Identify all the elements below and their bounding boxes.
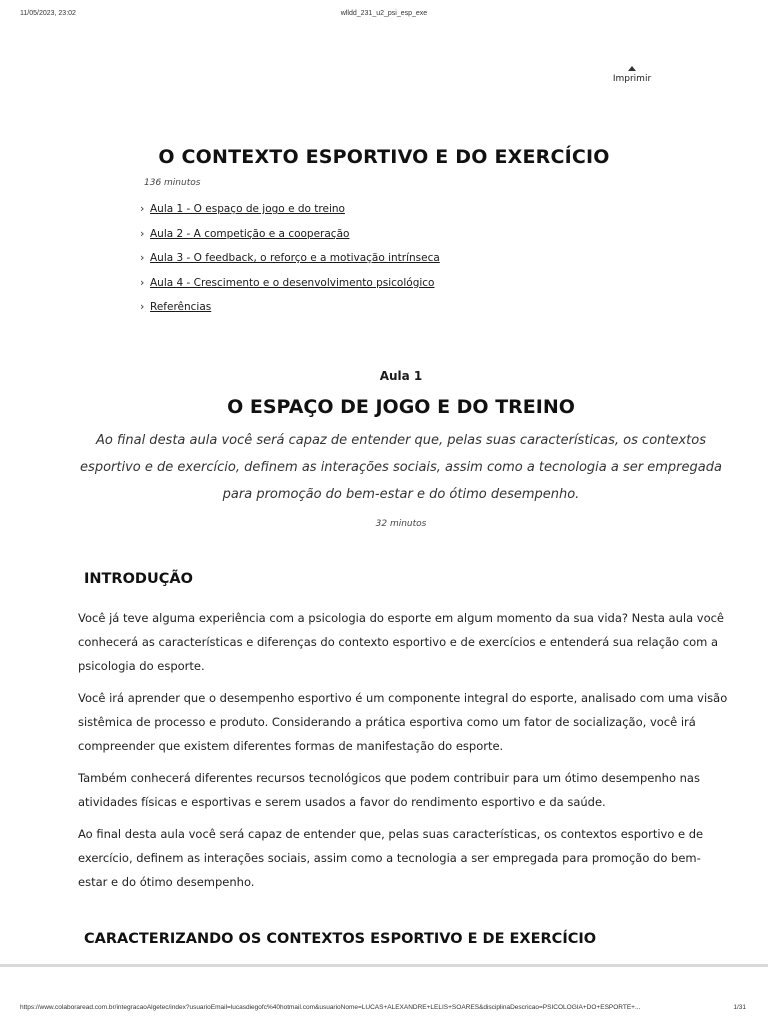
print-footer [0,1004,768,1014]
chevron-right-icon: › [140,275,145,289]
print-button-label: Imprimir [612,74,652,84]
page-number: 1/31 [733,1004,746,1011]
body-paragraph: Você irá aprender que o desempenho esportivo é um componente integral do esporte, analisado com uma visão sistêmica de processo e produto. Considerando a prática esportiva como um fator de socialização, você irá compreender que existem diferentes formas de manifestação do esporte. [78,691,728,753]
unit-duration: 136 minutos [144,178,201,188]
toc-item [140,251,440,276]
toc-item [140,276,440,301]
toc-link-aula-2[interactable]: Aula 2 - A competição e a cooperação [150,227,350,240]
section-heading-introducao: INTRODUÇÃO [84,571,193,587]
chevron-right-icon: › [140,251,145,264]
toc-item [140,300,440,325]
toc-item [140,202,440,227]
print-document-title: wlldd_231_u2_psi_esp_exe [340,10,428,17]
chevron-right-icon: › [140,300,145,313]
print-header [0,10,768,22]
body-paragraph: Também conhecerá diferentes recursos tecnológicos que podem contribuir para um ótimo desempenho nas atividades físicas e esportivas e serem usados a favor do rendimento esportivo e da saúde. [78,771,700,809]
lesson-title: O ESPAÇO DE JOGO E DO TREINO [227,396,575,418]
lesson-duration: 32 minutos [375,519,427,529]
section-heading-caracterizando: CARACTERIZANDO OS CONTEXTOS ESPORTIVO E DE EXERCÍCIO [84,931,597,947]
toc-item [140,227,440,252]
body-paragraph: Ao final desta aula você será capaz de entender que, pelas suas características, os contextos esportivo e de exercício, definem as interações sociais, assim como a tecnologia a ser empregada para promoção do bem-estar e do ótimo desempenho. [78,827,704,889]
toc-link-aula-1[interactable]: Aula 1 - O espaço de jogo e do treino [150,203,345,215]
chevron-right-icon: › [140,226,145,240]
body-paragraph: Você já teve alguma experiência com a psicologia do esporte em algum momento da sua vida? Nesta aula você conhecerá as características e diferenças do contexto esportivo e de exercícios e entenderá sua relação com a psicologia do esporte. [78,611,725,673]
toc-link-aula-3[interactable]: Aula 3 - O feedback, o reforço e a motivação intrínseca [150,252,440,264]
print-date: 11/05/2023, 23:02 [20,10,76,17]
toc-link-referencias[interactable]: Referências [150,301,212,313]
page-divider [0,964,768,967]
table-of-contents [140,202,440,325]
lesson-intro: Ao final desta aula você será capaz de entender que, pelas suas características, os contextos esportivo e de exercício, definem as interações sociais, assim como a tecnologia a ser empregada para promoção do bem-estar e do ótimo desempenho. [80,433,722,502]
caret-up-icon [628,66,636,71]
print-button[interactable] [606,66,658,84]
toc-link-aula-4[interactable]: Aula 4 - Crescimento e o desenvolvimento psicológico [150,276,435,289]
lesson-label: Aula 1 [379,369,423,383]
chevron-right-icon: › [140,202,145,215]
print-url: https://www.colaboraread.com.br/integracaoAlgetec/index?usuarioEmail=lucasdiegofc%40hotmail.com&usuarioNome=LUCAS+ALEXANDRE+LELIS+SOARES&disciplinaDescricao=PSICOLOGIA+DO+ESPORTE+... [20,1004,641,1011]
unit-title: O CONTEXTO ESPORTIVO E DO EXERCÍCIO [158,146,610,168]
